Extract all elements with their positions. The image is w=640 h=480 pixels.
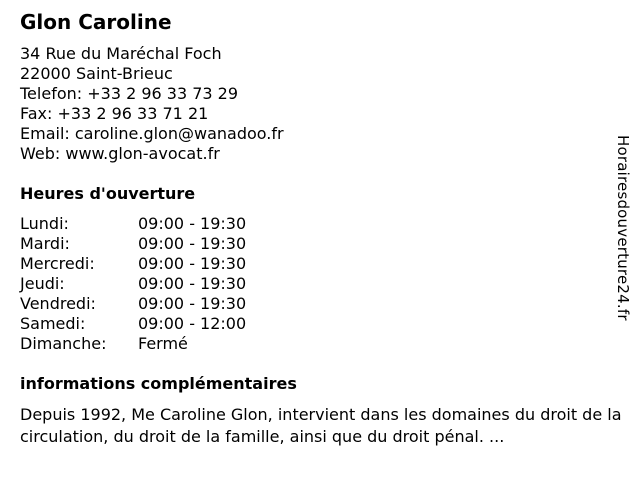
hours-row-tuesday [20, 234, 246, 254]
email-address: Email: caroline.glon@wanadoo.fr [20, 124, 284, 143]
website-address: Web: www.glon-avocat.fr [20, 144, 220, 163]
time-range: 09:00 - 19:30 [138, 214, 247, 233]
fax-number: Fax: +33 2 96 33 71 21 [20, 104, 209, 123]
opening-hours-heading: Heures d'ouverture [20, 184, 196, 203]
hours-row-saturday [20, 314, 246, 334]
time-range: 09:00 - 19:30 [138, 254, 247, 273]
opening-hours-list [20, 214, 246, 354]
day-label: Jeudi: [20, 274, 65, 293]
day-label: Mardi: [20, 234, 70, 253]
business-name: Glon Caroline [20, 10, 172, 34]
phone-number: Telefon: +33 2 96 33 73 29 [20, 84, 239, 103]
hours-row-sunday [20, 334, 246, 354]
additional-info-heading: informations complémentaires [20, 374, 297, 393]
time-range: Fermé [138, 334, 188, 353]
time-range: 09:00 - 19:30 [138, 274, 247, 293]
contact-block [20, 44, 284, 164]
time-range: 09:00 - 12:00 [138, 314, 247, 333]
day-label: Samedi: [20, 314, 86, 333]
time-range: 09:00 - 19:30 [138, 294, 247, 313]
hours-row-friday [20, 294, 246, 314]
hours-row-thursday [20, 274, 246, 294]
address-line2: 22000 Saint-Brieuc [20, 64, 173, 83]
time-range: 09:00 - 19:30 [138, 234, 247, 253]
additional-info-text: Depuis 1992, Me Caroline Glon, intervient dans les domaines du droit de la circulation, du droit de la famille, ainsi que du droit pénal. ... [20, 405, 622, 446]
hours-row-wednesday [20, 254, 246, 274]
day-label: Mercredi: [20, 254, 95, 273]
day-label: Vendredi: [20, 294, 96, 313]
hours-row-monday [20, 214, 246, 234]
site-watermark: Horairesdouverture24.fr [614, 135, 632, 321]
day-label: Lundi: [20, 214, 69, 233]
address-line1: 34 Rue du Maréchal Foch [20, 44, 222, 63]
day-label: Dimanche: [20, 334, 107, 353]
